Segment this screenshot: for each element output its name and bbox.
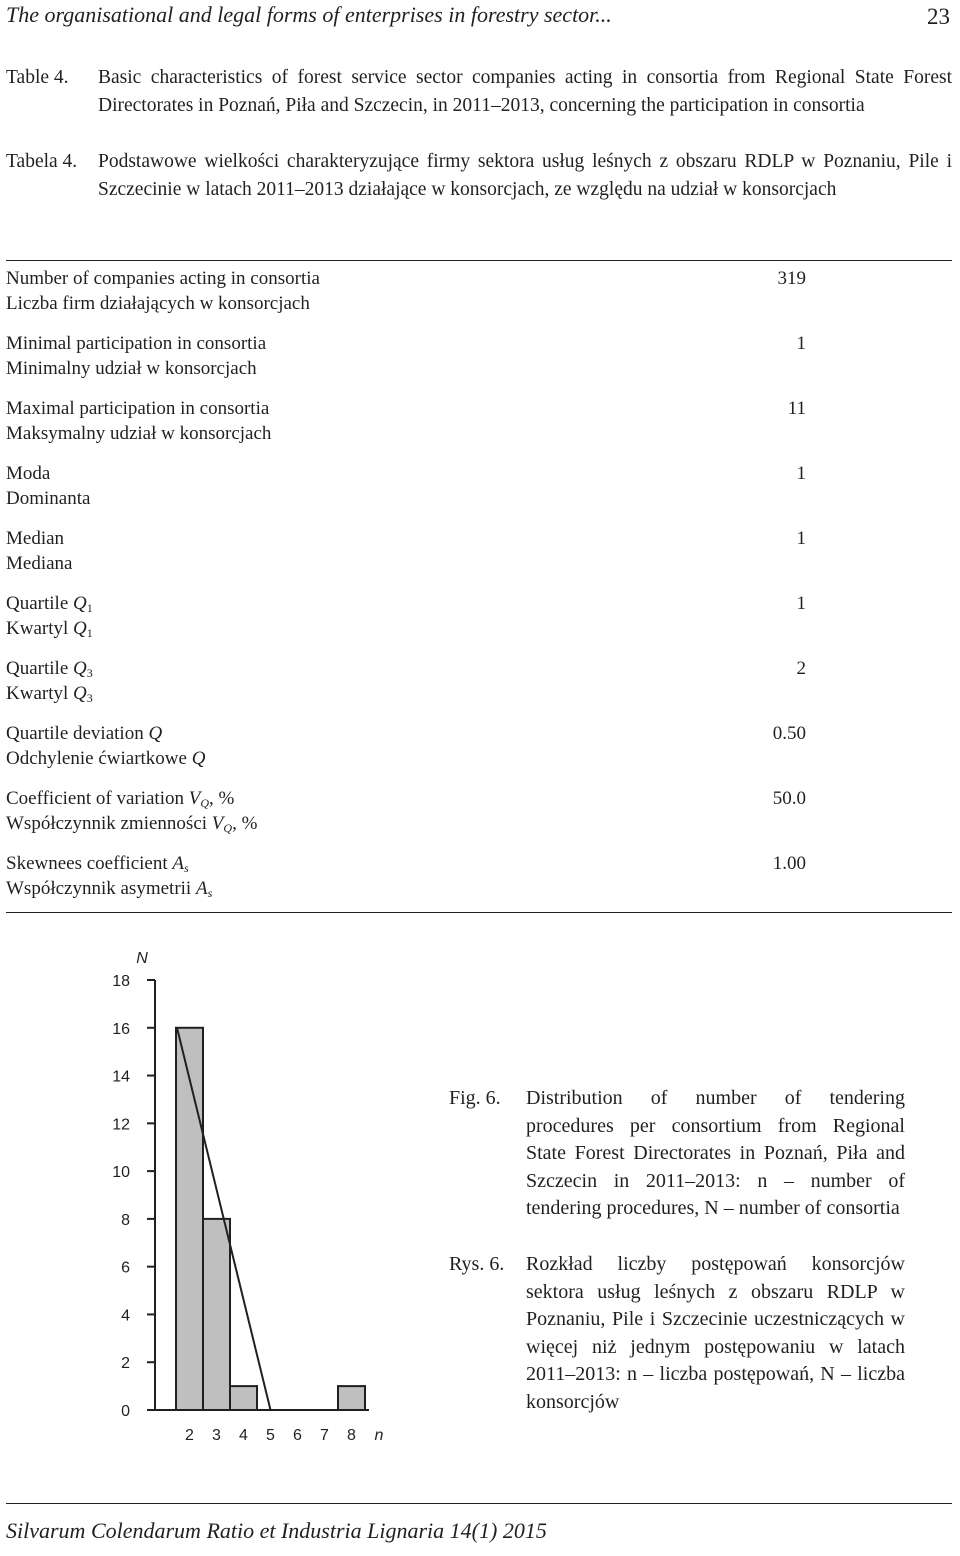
stat-label-en: Quartile $Q_3$ — [6, 658, 93, 680]
stat-label-pl: Współczynnik zmienności $V_Q$, % — [6, 813, 258, 835]
stat-label-en: Quartile $Q_1$ — [6, 593, 93, 615]
stat-label-en: Median — [6, 528, 65, 549]
stats-row — [6, 528, 952, 593]
y-tick-label: 8 — [121, 1211, 130, 1229]
table-caption-pl — [6, 148, 952, 204]
x-tick-label: 8 — [347, 1427, 356, 1444]
stat-label-en: Maximal participation in consortia — [6, 398, 270, 419]
stats-table — [6, 268, 952, 918]
stat-value: 11 — [787, 398, 806, 419]
stat-value: 1 — [796, 333, 806, 354]
stat-value: 1 — [796, 528, 806, 549]
x-axis-label: n — [374, 1427, 384, 1444]
table-caption-en-text: Basic characteristics of forest service sector companies acting in consortia from Regional State Forest Directorates in Poznań, Piła and Szczecin, in 2011–2013, concerning the participation in consortia — [98, 67, 952, 116]
histogram-chart — [100, 940, 430, 1450]
page-number: 23 — [927, 4, 950, 29]
y-tick-label: 4 — [121, 1307, 130, 1325]
stats-row — [6, 788, 952, 853]
stat-value: 1 — [796, 463, 806, 484]
stat-value: 50.0 — [772, 788, 806, 809]
stat-label-pl: Współczynnik asymetrii $A_s$ — [6, 878, 213, 900]
stat-label-pl: Maksymalny udział w konsorcjach — [6, 423, 272, 444]
x-tick-label: 7 — [320, 1427, 329, 1444]
y-tick-label: 12 — [112, 1116, 130, 1134]
stats-row — [6, 658, 952, 723]
x-tick-label: 4 — [239, 1427, 248, 1444]
stat-label-pl: Kwartyl $Q_1$ — [6, 618, 93, 640]
histogram-bar — [176, 1028, 203, 1410]
y-tick-label: 0 — [121, 1403, 130, 1420]
figure-caption-en — [449, 1085, 905, 1223]
stats-row — [6, 398, 952, 463]
stat-value: 2 — [796, 658, 806, 679]
figure-caption-pl — [449, 1251, 905, 1417]
stat-value: 1.00 — [772, 853, 806, 874]
y-tick-label: 6 — [121, 1259, 130, 1277]
x-tick-label: 2 — [185, 1427, 194, 1444]
stat-label-pl: Dominanta — [6, 488, 91, 509]
table-bottom-rule — [6, 912, 952, 913]
stat-value: 319 — [777, 268, 806, 289]
footer-rule — [6, 1503, 952, 1504]
stat-label-en: Quartile deviation Q — [6, 723, 163, 744]
table-caption-pl-label: Tabela 4. — [6, 151, 78, 172]
stat-label-pl: Mediana — [6, 553, 73, 574]
stats-row — [6, 853, 952, 918]
stats-row — [6, 268, 952, 333]
y-tick-label: 16 — [112, 1020, 130, 1038]
figure-caption-en-text: Distribution of number of tendering procedures per consortium from Regional State Forest Directorates in Poznań, Piła and Szczecin in 2011–2013: n – number of tendering procedures, N – number of consortia — [526, 1087, 905, 1220]
stat-label-en: Number of companies acting in consortia — [6, 268, 320, 289]
stat-label-pl: Kwartyl $Q_3$ — [6, 683, 93, 705]
stat-label-pl: Liczba firm działających w konsorcjach — [6, 293, 310, 314]
table-top-rule — [6, 260, 952, 261]
y-tick-label: 10 — [112, 1164, 130, 1182]
histogram-bar — [203, 1219, 230, 1410]
stat-value: 0.50 — [772, 723, 806, 744]
stats-row — [6, 463, 952, 528]
figure-caption-pl-text: Rozkład liczby postępowań konsorcjów sektora usług leśnych z obszaru RDLP w Poznaniu, Pile i Szczecinie uczestniczących w więcej niż jednym postępowaniu w latach 2011–2013: n – liczba postępowań, N – liczba konsorcjów — [526, 1253, 905, 1413]
chart-layer — [112, 950, 383, 1444]
y-tick-label: 18 — [112, 973, 130, 990]
table-caption-en-label: Table 4. — [6, 67, 69, 88]
stat-label-pl: Minimalny udział w konsorcjach — [6, 358, 257, 379]
stat-value: 1 — [796, 593, 806, 614]
x-tick-label: 5 — [266, 1427, 275, 1444]
y-tick-label: 14 — [112, 1068, 130, 1086]
stat-label-en: Coefficient of variation $V_Q$, % — [6, 788, 235, 810]
figure-caption-en-label: Fig. 6. — [449, 1087, 501, 1109]
stat-label-pl: Odchylenie ćwiartkowe Q — [6, 748, 206, 769]
stats-row — [6, 723, 952, 788]
x-tick-label: 3 — [212, 1427, 221, 1444]
figure-caption-pl-label: Rys. 6. — [449, 1253, 505, 1275]
y-axis-label: N — [136, 950, 148, 967]
stat-label-en: Moda — [6, 463, 51, 484]
journal-footer: Silvarum Colendarum Ratio et Industria Lignaria 14(1) 2015 — [6, 1518, 547, 1543]
table-caption-pl-text: Podstawowe wielkości charakteryzujące firmy sektora usług leśnych z obszaru RDLP w Poznaniu, Pile i Szczecinie w latach 2011–2013 działające w konsorcjach, ze względu na udział w konsorcjach — [98, 151, 952, 200]
x-tick-label: 6 — [293, 1427, 302, 1444]
table-caption-en — [6, 64, 952, 120]
stat-label-en: Skewnees coefficient $A_s$ — [6, 853, 189, 875]
histogram-bar — [338, 1386, 365, 1410]
running-title: The organisational and legal forms of enterprises in forestry sector... — [6, 2, 612, 27]
stat-label-en: Minimal participation in consortia — [6, 333, 267, 354]
histogram-bar — [230, 1386, 257, 1410]
stats-row — [6, 593, 952, 658]
stats-row — [6, 333, 952, 398]
y-tick-label: 2 — [121, 1355, 130, 1373]
